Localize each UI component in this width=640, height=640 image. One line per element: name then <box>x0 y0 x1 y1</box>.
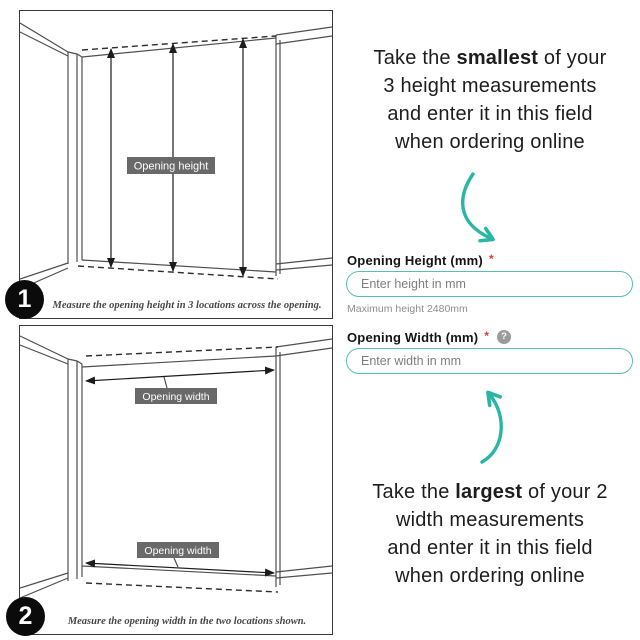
help-icon[interactable]: ? <box>497 330 511 344</box>
curved-arrow-up-icon <box>452 385 524 469</box>
step-2-badge: 2 <box>6 597 45 636</box>
opening-height-label <box>347 253 494 268</box>
opening-width-input[interactable] <box>346 348 633 374</box>
opening-width-label-chip-top <box>135 388 217 404</box>
svg-text:Opening width: Opening width <box>142 391 210 403</box>
height-helper-text: Maximum height 2480mm <box>347 303 468 315</box>
diagram-2-caption: Measure the opening width in the two locations shown. <box>67 616 307 627</box>
step-1-badge: 1 <box>5 280 44 319</box>
wall-lines <box>20 23 332 289</box>
svg-text:Opening width: Opening width <box>144 545 212 557</box>
instruction-width-text: Take the largest of your 2 width measurements and enter it in this field when ordering online <box>372 481 608 587</box>
svg-text:Opening height: Opening height <box>133 160 209 173</box>
opening-height-label-chip <box>127 157 215 174</box>
diagram-1-caption: Measure the opening height in 3 locations across the opening. <box>52 300 322 311</box>
instruction-height-text: Take the smallest of your 3 height measurements and enter it in this field when ordering online <box>373 47 607 153</box>
curved-arrow-down-icon <box>445 168 515 250</box>
opening-width-label-chip-bottom <box>137 542 219 558</box>
opening-height-label-text: Opening Height (mm) <box>347 253 483 268</box>
diagram-2-art <box>20 326 332 633</box>
opening-width-label-text: Opening Width (mm) <box>347 330 479 345</box>
diagram-opening-height <box>19 10 333 319</box>
required-asterisk: * <box>484 328 490 343</box>
opening-height-input[interactable] <box>346 271 633 297</box>
diagram-opening-width <box>19 325 333 635</box>
opening-width-label <box>347 330 511 345</box>
diagram-1-art <box>20 11 332 317</box>
required-asterisk: * <box>488 251 494 266</box>
